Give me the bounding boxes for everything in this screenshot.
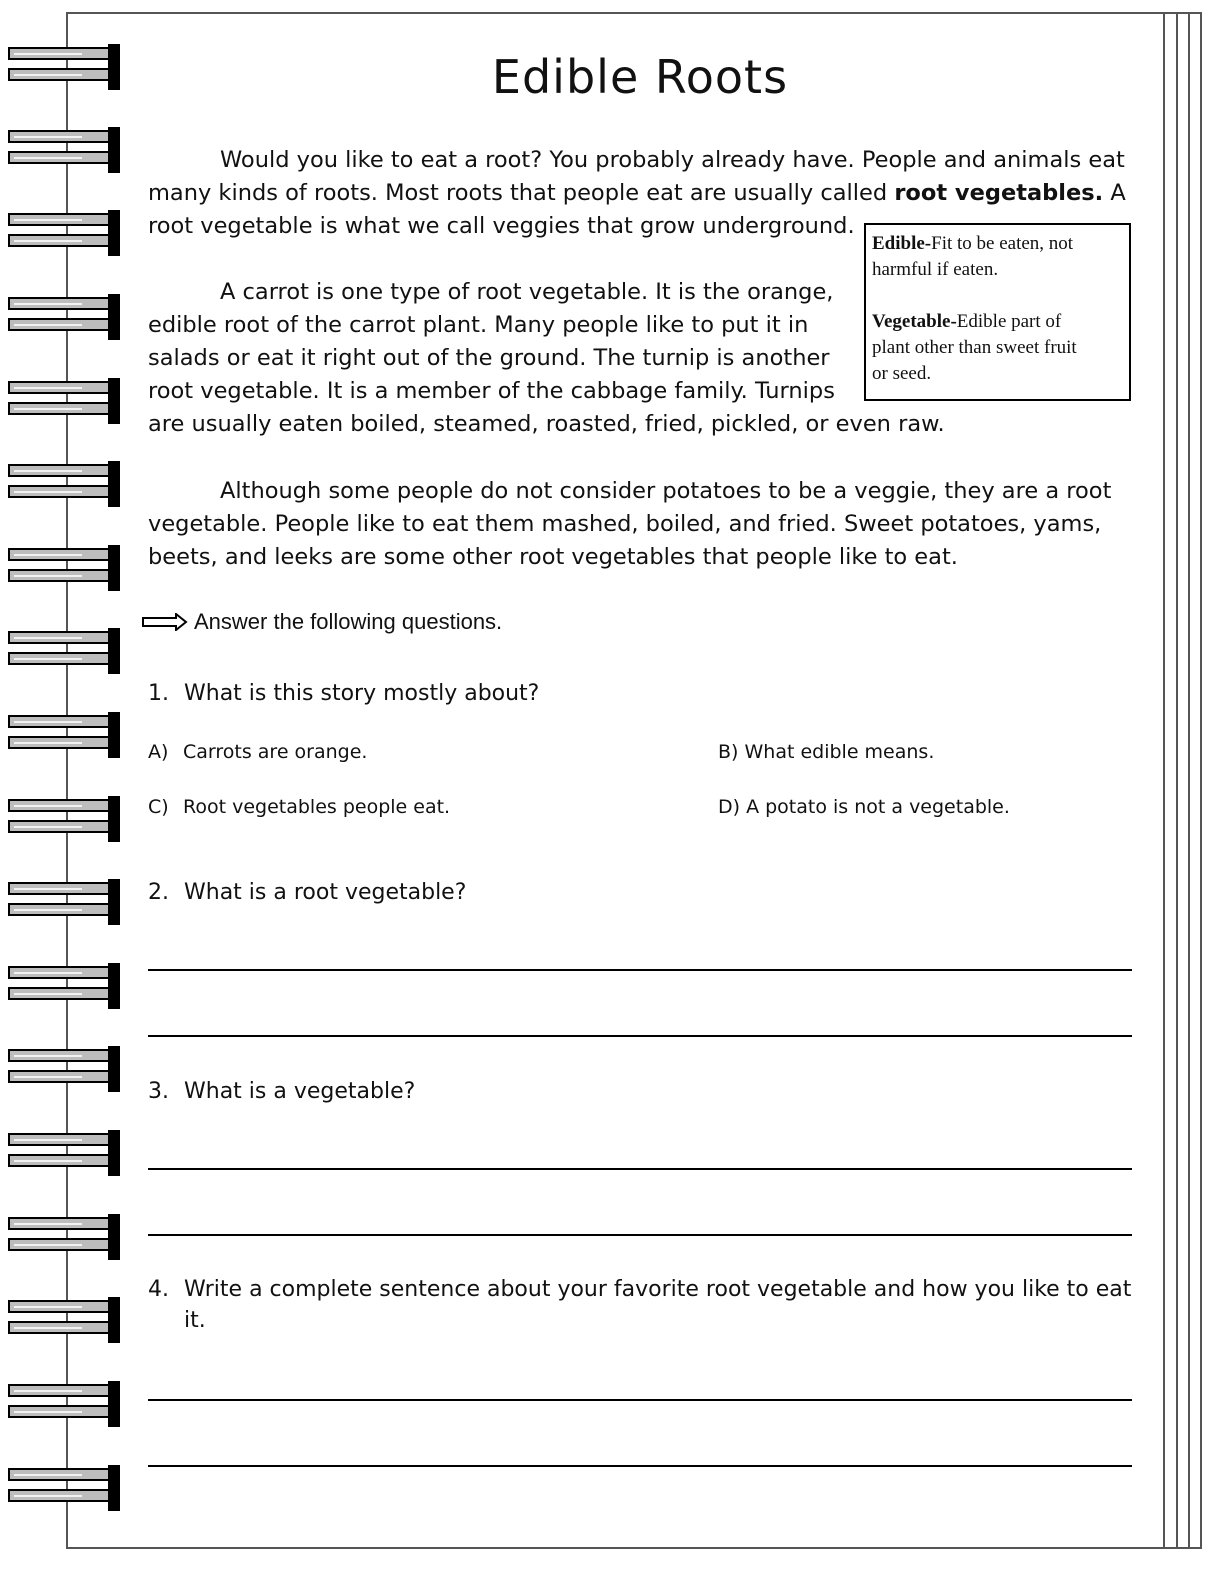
text-line: vegetable. People like to eat them mashed, boiled, and fried. Sweet potatoes, yams,	[148, 511, 1102, 537]
question-line	[148, 1277, 1131, 1302]
question-text: What is a root vegetable?	[184, 880, 467, 905]
page-border-top	[66, 12, 1202, 14]
question-number: 4.	[148, 1277, 169, 1302]
spiral-ring	[8, 1130, 120, 1176]
question-text: What is a vegetable?	[184, 1079, 416, 1104]
bold-term: root vegetables.	[894, 180, 1104, 206]
spiral-ring	[8, 127, 120, 173]
answer-line[interactable]	[148, 1168, 1132, 1170]
text-line: salads or eat it right out of the ground. The turnip is another	[148, 345, 830, 371]
answer-line[interactable]	[148, 1234, 1132, 1236]
text-line: are usually eaten boiled, steamed, roasted, fried, pickled, or even raw.	[148, 411, 945, 437]
definitions-box	[864, 223, 1131, 401]
question-text: it.	[184, 1308, 206, 1333]
answer-line[interactable]	[148, 1035, 1132, 1037]
text-line	[148, 177, 1126, 210]
spiral-ring	[8, 879, 120, 925]
spiral-ring	[8, 1465, 120, 1511]
answer-line[interactable]	[148, 1399, 1132, 1401]
question-4	[148, 1277, 1131, 1333]
option-b[interactable]: B) What edible means.	[718, 741, 935, 763]
page-title: Edible Roots	[491, 50, 789, 104]
answer-line[interactable]	[148, 969, 1132, 971]
option-text: Carrots are orange.	[183, 741, 368, 763]
question-line	[148, 1308, 1131, 1333]
text-line: root vegetable is what we call veggies that grow underground.	[148, 213, 855, 239]
paragraph-2	[148, 276, 945, 441]
spiral-ring	[8, 1381, 120, 1427]
text-span: Although some people do not consider potatoes to be a veggie, they are a root	[220, 478, 1112, 504]
page-edge-line	[1200, 12, 1202, 1549]
text-line: edible root of the carrot plant. Many people like to put it in	[148, 312, 809, 338]
question-3	[148, 1079, 415, 1104]
spiral-ring	[8, 545, 120, 591]
spiral-ring	[8, 1297, 120, 1343]
option-letter: C)	[148, 796, 169, 818]
spiral-ring	[8, 294, 120, 340]
text-span: many kinds of roots. Most roots that people eat are usually called	[148, 180, 895, 206]
text-line	[148, 144, 1126, 177]
page-border-bottom	[66, 1547, 1202, 1549]
option-d[interactable]: D) A potato is not a vegetable.	[718, 796, 1010, 818]
spiral-ring	[8, 963, 120, 1009]
term-edible: Edible-	[872, 233, 932, 254]
spiral-ring	[8, 210, 120, 256]
option-letter: A)	[148, 741, 169, 763]
spiral-ring	[8, 628, 120, 674]
spiral-ring	[8, 461, 120, 507]
question-number: 1.	[148, 681, 169, 706]
question-text: What is this story mostly about?	[184, 681, 540, 706]
text-span: Would you like to eat a root? You probably already have. People and animals eat	[220, 147, 1125, 173]
text-span: A	[1103, 180, 1126, 206]
text-line	[148, 276, 945, 309]
spiral-ring	[8, 712, 120, 758]
term-vegetable: Vegetable-	[872, 311, 957, 332]
option-text: Root vegetables people eat.	[183, 796, 451, 818]
definition-text: or seed.	[872, 363, 932, 384]
text-line: beets, and leeks are some other root vegetables that people like to eat.	[148, 544, 958, 570]
answer-line[interactable]	[148, 1465, 1132, 1467]
definition-text: plant other than sweet fruit	[872, 337, 1077, 358]
spiral-ring	[8, 1214, 120, 1260]
spiral-ring	[8, 378, 120, 424]
question-2	[148, 880, 466, 905]
spiral-ring	[8, 796, 120, 842]
page-edge-line	[1176, 12, 1178, 1549]
text-line	[148, 475, 1111, 508]
definition-text: Fit to be eaten, not	[931, 233, 1074, 254]
definition-text: Edible part of	[956, 311, 1062, 332]
question-text: Write a complete sentence about your favorite root vegetable and how you like to eat	[184, 1277, 1132, 1302]
question-number: 2.	[148, 880, 169, 905]
text-span: A carrot is one type of root vegetable. It is the orange,	[220, 279, 834, 305]
page-edge-line	[1163, 12, 1165, 1549]
question-1	[148, 681, 539, 706]
option-a[interactable]	[148, 741, 367, 763]
option-c[interactable]	[148, 796, 450, 818]
definition-vegetable	[872, 309, 1123, 335]
definition-text: harmful if eaten.	[872, 259, 999, 280]
text-line: root vegetable. It is a member of the cabbage family. Turnips	[148, 378, 835, 404]
paragraph-3	[148, 475, 1111, 574]
spiral-ring	[8, 1046, 120, 1092]
arrow-right-icon	[142, 613, 188, 631]
instruction-text: Answer the following questions.	[194, 609, 503, 634]
question-number: 3.	[148, 1079, 169, 1104]
page-edge-line	[1188, 12, 1190, 1549]
definition-edible	[872, 231, 1123, 257]
instruction	[142, 609, 502, 635]
